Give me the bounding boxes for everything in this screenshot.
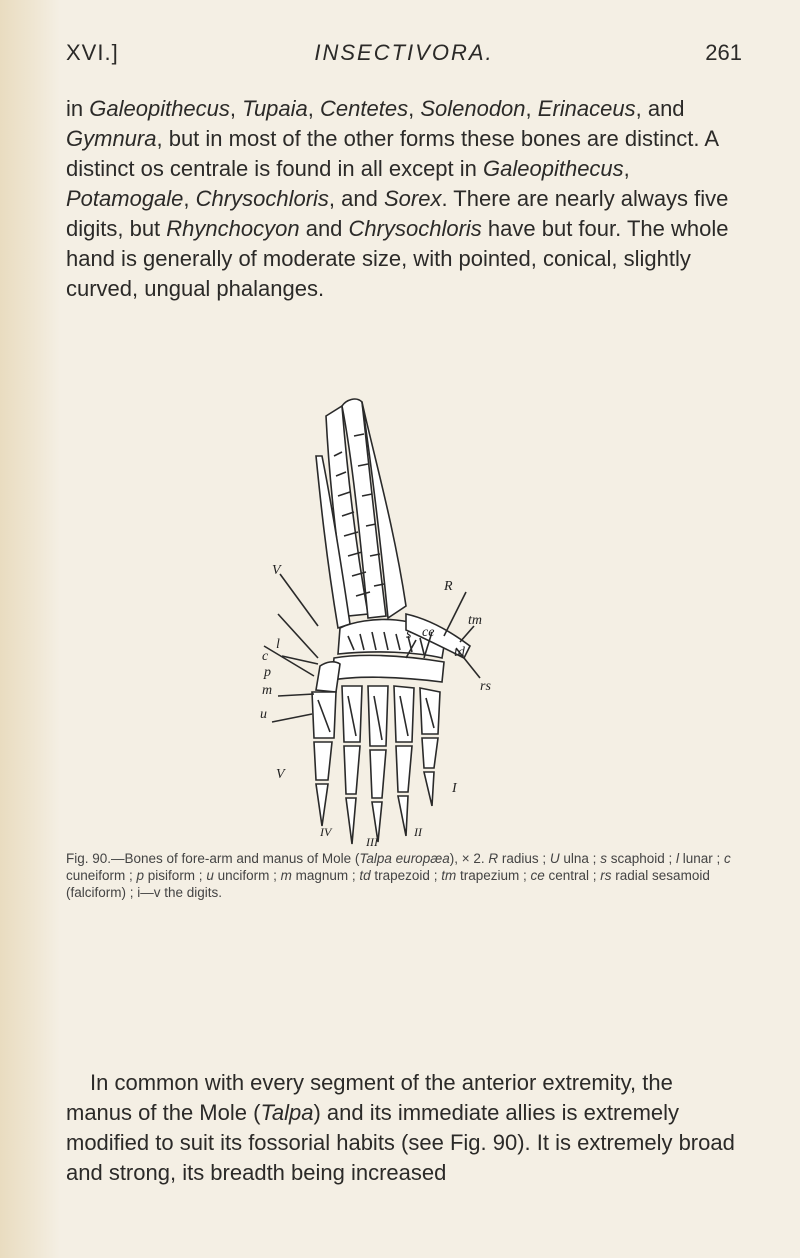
label-digit-i: I [452, 781, 457, 796]
running-title: INSECTIVORA. [314, 40, 494, 65]
label-digit-iv: IV [320, 825, 332, 839]
figure-mole-forearm-manus [256, 396, 546, 846]
label-trapezium: tm [468, 613, 482, 628]
mole-forelimb-illustration [256, 396, 546, 846]
page-edge-stain [0, 0, 60, 1258]
label-digit-iii: III [366, 835, 378, 846]
label-unciform: u [260, 707, 267, 722]
label-magnum: m [262, 683, 273, 698]
label-pisiform: p [264, 665, 271, 680]
figure-caption: Fig. 90.—Bones of fore-arm and manus of Mole (Talpa europæa), × 2. R radius ; U ulna ; s scaphoid ; l lunar ; c cuneiform ; p pisiform ; u unciform ; m magnum ; td trapezoid ; tm trapezium ; ce central ; rs radial sesamoid (falciform) ; i—v the digits. [66, 851, 731, 900]
label-radius: R [444, 579, 453, 594]
label-v-top: V [272, 563, 281, 578]
running-header [66, 40, 742, 80]
page-number: 261 [705, 40, 742, 65]
label-lunar: l [276, 637, 280, 652]
label-digit-v: V [276, 767, 285, 782]
label-trapezoid: td [454, 645, 465, 660]
label-cuneiform: c [262, 649, 269, 664]
label-central: ce [422, 625, 435, 640]
paragraph-carpus-digits: in Galeopithecus, Tupaia, Centetes, Solenodon, Erinaceus, and Gymnura, but in most of the other forms these bones are distinct. A distinct os centrale is found in all except in Galeopithecus, Potamogale, Chrysochloris, and Sorex. There are nearly always five digits, but Rhynchocyon and Chrysochloris have but four. The whole hand is generally of moderate size, with pointed, conical, slightly curved, ungual phalanges. [66, 96, 729, 301]
label-radial-sesamoid: rs [480, 679, 491, 694]
label-scaphoid: s [406, 627, 412, 642]
label-digit-ii: II [414, 825, 422, 839]
chapter-number: XVI.] [66, 40, 119, 65]
paragraph-mole-manus: In common with every segment of the anterior extremity, the manus of the Mole (Talpa) and its immediate allies is extremely modified to suit its fossorial habits (see Fig. 90). It is extremely broad and strong, its breadth being increased [66, 1070, 735, 1185]
